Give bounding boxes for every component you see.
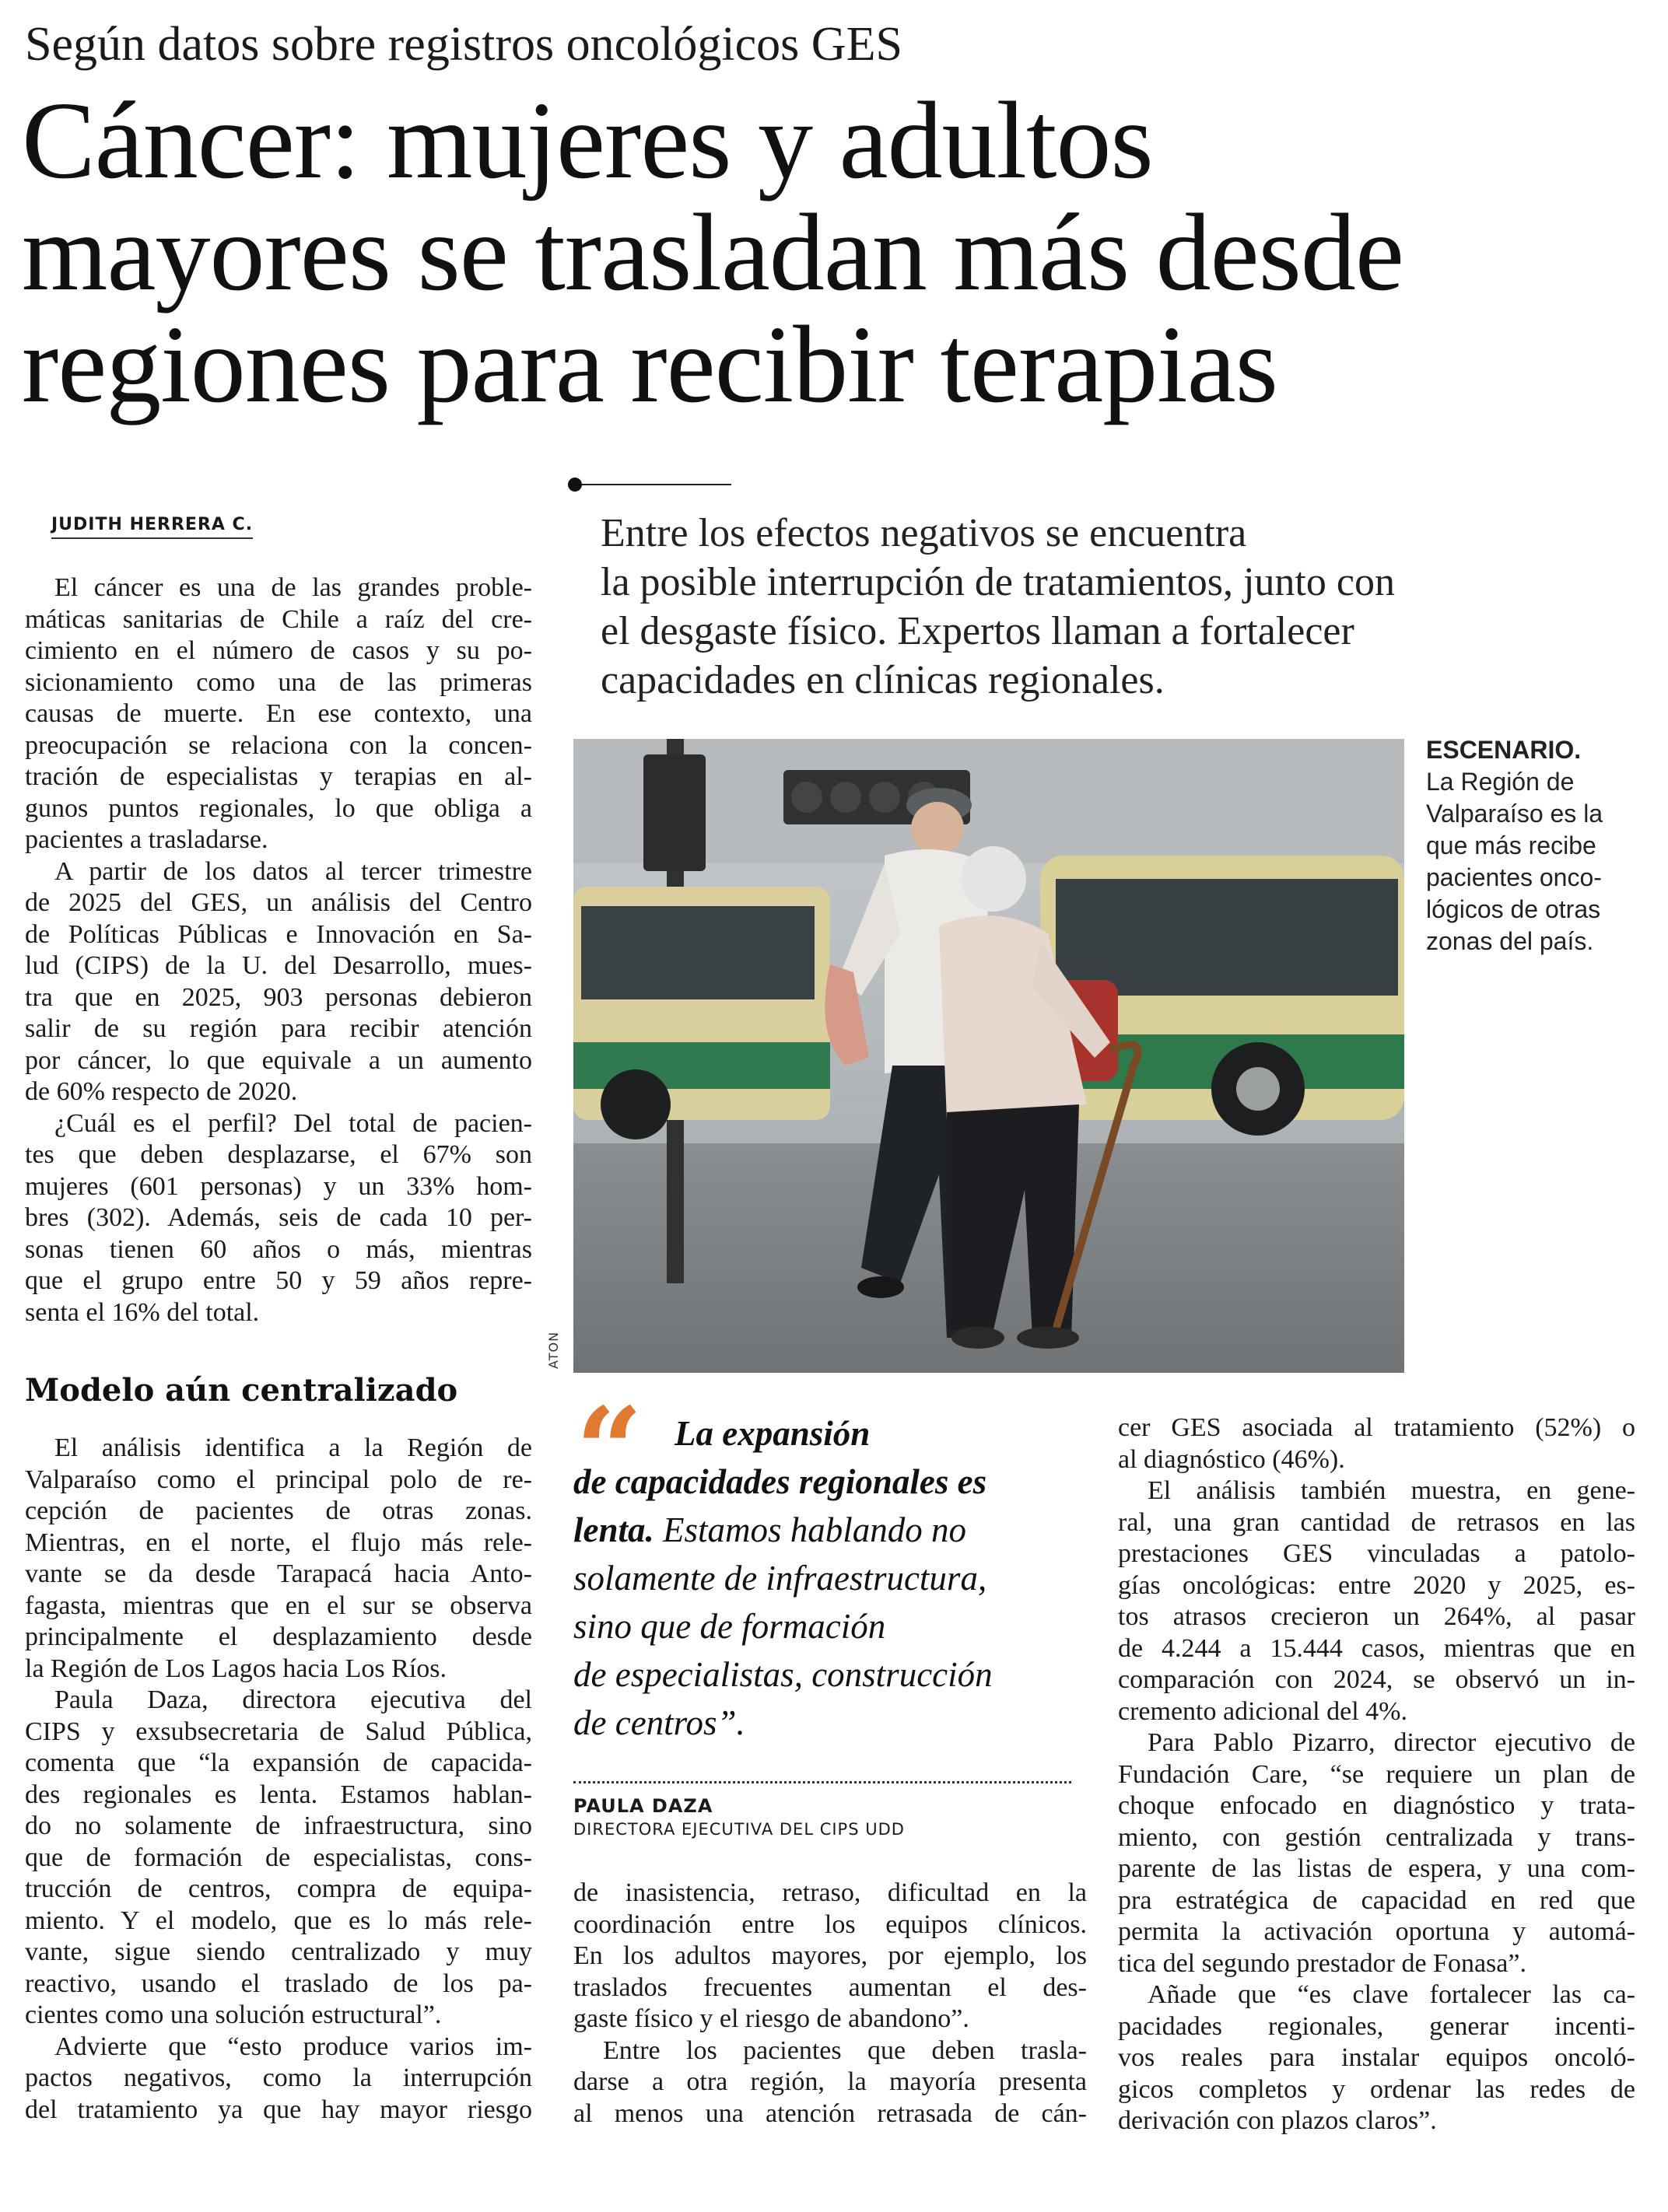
text-line: Paula Daza, directora ejecutiva del [54,1685,532,1714]
body-column-2 [573,1878,1087,2130]
paragraph [25,2032,532,2126]
paragraph [1118,1475,1635,1727]
text-line: senta el 16% del total. [25,1297,260,1327]
text-line: ral, una gran cantidad de retrasos en las [1118,1507,1635,1537]
text-line: de 4.244 a 15.444 casos, mientras que en [1118,1633,1635,1663]
text-line: tos atrasos crecieron un 264%, al pasar [1118,1602,1635,1631]
text-line: al diagnóstico (46%). [1118,1444,1345,1474]
deck-line: Entre los efectos negativos se encuentra [601,511,1247,555]
text-line: Para Pablo Pizarro, director ejecutivo de [1148,1728,1635,1757]
headline [22,79,1648,425]
text-line: tes que deben desplazarse, el 67% son [25,1140,532,1169]
text-line: de 60% respecto de 2020. [25,1077,298,1106]
text-line: fagasta, mientras que en el sur se observa [25,1591,532,1620]
paragraph [1118,1727,1635,1979]
text-line: gunos puntos regionales, lo que obliga a [25,793,532,823]
paragraph [25,1685,532,2032]
text-line: El cáncer es una de las grandes proble- [54,573,532,602]
pull-quote [573,1409,1056,1747]
text-line: pactos negativos, como la interrupción [25,2063,532,2092]
caption-line: zonas del país. [1426,927,1594,955]
text-line: En los adultos mayores, por ejemplo, los [573,1941,1087,1970]
quote-line: de especialistas, construcción [573,1655,993,1694]
text-line: tración de especialistas y terapias en al- [25,762,532,791]
text-line: tra que en 2025, 903 personas debieron [25,982,532,1012]
photo-illustration [573,739,1404,1373]
text-line: Mientras, en el norte, el flujo más rele- [25,1528,532,1557]
text-line: vante, sigue siendo centralizado y muy [25,1937,532,1966]
deck-rule [576,484,731,485]
deck-line: la posible interrupción de tratamientos, junto con [601,560,1395,604]
quote-line: de centros”. [573,1703,745,1742]
quote-bold-text: La expansión [675,1414,871,1453]
text-line: causas de muerte. En ese contexto, una [25,699,532,728]
text-line: comenta que “la expansión de capacida- [25,1748,532,1777]
text-line: gaste físico y el riesgo de abandono”. [573,2004,969,2033]
news-photo [573,739,1404,1373]
text-line: que de formación de especialistas, cons- [25,1843,532,1872]
kicker: Según datos sobre registros oncológicos GES [25,18,902,71]
text-line: mujeres (601 personas) y un 33% hom- [25,1171,532,1201]
deck [601,509,1635,705]
text-line: al menos una atención retrasada de cán- [573,2098,1087,2128]
text-line: Añade que “es clave fortalecer las ca- [1148,1980,1635,2009]
text-line: de 2025 del GES, un análisis del Centro [25,888,532,917]
text-line: cepción de pacientes de otras zonas. [25,1496,532,1525]
text-line: vante se da desde Tarapacá hacia Anto- [25,1559,532,1588]
headline-line: mayores se trasladan más desde [22,191,1403,313]
paragraph [25,1433,532,1685]
section-subhead: Modelo aún centralizado [25,1372,458,1409]
text-line: prestaciones GES vinculadas a patolo- [1118,1539,1635,1568]
text-line: darse a otra región, la mayoría presenta [573,2067,1087,2096]
paragraph [25,1108,532,1329]
text-line: cientes como una solución estructural”. [25,2000,442,2029]
text-line: comparación con 2024, se observó un in- [1118,1665,1635,1694]
quote-line [573,1409,1056,1458]
text-line: Valparaíso como el principal polo de re- [25,1465,532,1494]
paragraph [1118,1979,1635,2137]
text-line: ¿Cuál es el perfil? Del total de pacien- [54,1108,532,1138]
paragraph [573,1878,1087,2035]
paragraph [573,2035,1087,2130]
text-line: principalmente el desplazamiento desde [25,1622,532,1651]
text-line: derivación con plazos claros”. [1118,2106,1437,2135]
text-line: do no solamente de infraestructura, sino [25,1811,532,1840]
text-line: preocupación se relaciona con la concen- [25,730,532,760]
text-line: que el grupo entre 50 y 59 años repre- [25,1266,532,1295]
paragraph [1118,1412,1635,1475]
text-line: miento. Y el modelo, que es lo más rele- [25,1906,532,1935]
quote-bold-text: de capacidades regionales es [573,1462,987,1501]
caption-line: que más recibe [1426,831,1596,859]
caption-line: La Región de [1426,768,1575,796]
quote-line [573,1506,1056,1554]
text-line: coordinación entre los equipos clínicos. [573,1909,1087,1939]
text-line: del tratamiento ya que hay mayor riesgo [25,2095,532,2124]
text-line: de inasistencia, retraso, dificultad en la [573,1878,1087,1907]
quote-mark-icon: “ [576,1382,643,1519]
quote-line: solamente de infraestructura, [573,1559,987,1598]
body-column-1-lower [25,1433,532,2126]
headline-line: regiones para recibir terapias [22,303,1277,425]
text-line: cremento adicional del 4%. [1118,1696,1407,1726]
text-line: salir de su región para recibir atención [25,1014,532,1043]
text-line: traslados frecuentes aumentan el des- [573,1972,1087,2002]
photo-caption [1426,734,1652,957]
quote-attribution-role: DIRECTORA EJECUTIVA DEL CIPS UDD [573,1820,905,1839]
caption-line: pacientes onco- [1426,863,1602,891]
body-column-3 [1118,1412,1635,2137]
text-line: gías oncológicas: entre 2020 y 2025, es- [1118,1570,1635,1600]
text-line: des regionales es lenta. Estamos hablan- [25,1780,532,1809]
text-line: A partir de los datos al tercer trimestre [54,856,532,886]
text-line: permita la activación oportuna y automá- [1118,1917,1635,1946]
text-line: Fundación Care, “se requiere un plan de [1118,1759,1635,1789]
text-line: pacidades regionales, generar incenti- [1118,2011,1635,2041]
text-line: Advierte que “esto produce varios im- [54,2032,532,2061]
text-line: de Políticas Públicas e Innovación en Sa- [25,919,532,949]
text-line: miento, con gestión centralizada y trans- [1118,1822,1635,1852]
photo-credit: ATON [546,1331,561,1369]
text-line: choque enfocado en diagnóstico y trata- [1118,1791,1635,1820]
caption-line: Valparaíso es la [1426,800,1603,828]
text-line: CIPS y exsubsecretaria de Salud Pública, [25,1717,532,1746]
deck-line: capacidades en clínicas regionales. [601,658,1165,702]
text-line: Entre los pacientes que deben trasla- [603,2035,1087,2065]
text-line: por cáncer, lo que equivale a un aumento [25,1045,532,1075]
text-line: lud (CIPS) de la U. del Desarrollo, mues- [25,951,532,980]
text-line: máticas sanitarias de Chile a raíz del cre- [25,604,532,634]
headline-line: Cáncer: mujeres y adultos [22,79,1153,201]
text-line: cimiento en el número de casos y su po- [25,636,532,665]
text-line: bres (302). Además, seis de cada 10 per- [25,1203,532,1232]
text-line: sicionamiento como una de las primeras [25,667,532,697]
text-line: trucción de centros, compra de equipa- [25,1874,532,1903]
text-line: parente de las listas de espera, y una com- [1118,1854,1635,1883]
paragraph [25,856,532,1108]
text-line: reactivo, usando el traslado de los pa- [25,1969,532,1998]
byline: JUDITH HERRERA C. [51,515,253,539]
caption-label: ESCENARIO. [1426,736,1582,764]
text-line: vos reales para instalar equipos oncoló- [1118,2043,1635,2072]
quote-line [573,1458,1056,1506]
quote-bold-text: lenta. [573,1510,654,1549]
deck-line: el desgaste físico. Expertos llaman a fortalecer [601,609,1354,653]
text-line: sonas tienen 60 años o más, mientras [25,1234,532,1264]
text-line: El análisis también muestra, en gene- [1148,1476,1635,1505]
quote-text: Estamos hablando no [663,1510,967,1549]
caption-line: lógicos de otras [1426,895,1601,923]
text-line: cer GES asociada al tratamiento (52%) o [1118,1413,1635,1442]
quote-line: sino que de formación [573,1607,886,1646]
paragraph [25,572,532,856]
text-line: pra estratégica de capacidad en red que [1118,1885,1635,1915]
quote-attribution-name: PAULA DAZA [573,1795,713,1817]
text-line: gicos completos y ordenar las redes de [1118,2074,1635,2104]
text-line: El análisis identifica a la Región de [54,1433,532,1462]
text-line: la Región de Los Lagos hacia Los Ríos. [25,1654,447,1683]
text-line: pacientes a trasladarse. [25,825,268,854]
body-column-1 [25,572,532,1328]
quote-divider [573,1781,1071,1783]
text-line: tica del segundo prestador de Fonasa”. [1118,1948,1526,1978]
